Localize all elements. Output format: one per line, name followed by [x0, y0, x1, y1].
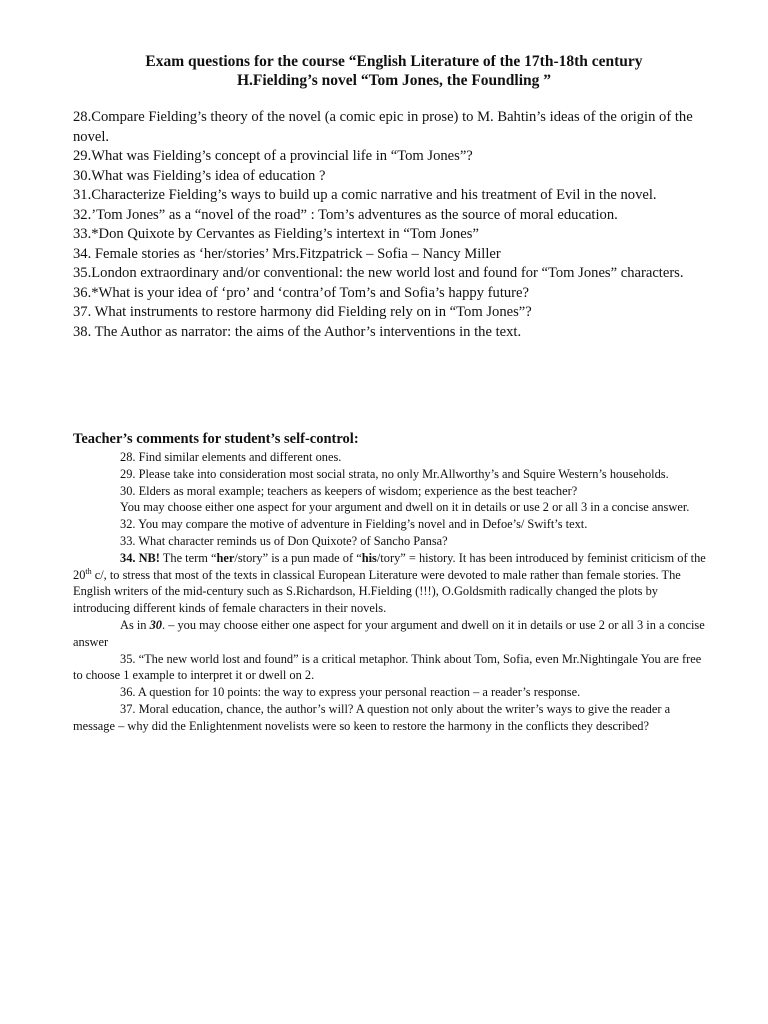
- comments-heading: Teacher’s comments for student’s self-control:: [73, 431, 359, 447]
- document-title: Exam questions for the course “English Literature of the 17th-18th century: [145, 53, 643, 70]
- comments-list: [73, 449, 713, 735]
- comment-34-note-post: . – you may choose either one aspect for your argument and dwell on it in details or use 2 or all 3 in a concise answer: [73, 617, 705, 649]
- question-28: 28.Compare Fielding’s theory of the novel (a comic epic in prose) to M. Bahtin’s ideas of the origin of the novel.: [73, 109, 693, 145]
- comment-28: 28. Find similar elements and different ones.: [120, 450, 342, 464]
- question-30: 30.What was Fielding’s idea of education ?: [73, 167, 326, 184]
- comment-34-text-2: /story” is a pun made of “: [234, 550, 362, 565]
- comment-34: [73, 550, 713, 617]
- comment-34-text-4: c/, to stress that most of the texts in classical European Literature were devoted to male rather than female stories. The English writers of the mid-century such as S.Richardson, H.Fielding (!!!), O.Goldsmith radically changed the plots by introducing different kinds of female characters in their novels.: [73, 567, 681, 616]
- question-33: 33.*Don Quixote by Cervantes as Fielding’s intertext in “Tom Jones”: [73, 226, 479, 242]
- question-38: 38. The Author as narrator: the aims of the Author’s interventions in the text.: [73, 323, 522, 340]
- comment-30-note: You may choose either one aspect for your argument and dwell on it in details or use 2 or all 3 in a concise answer.: [120, 500, 690, 515]
- comment-34-number: 34. NB!: [120, 550, 160, 565]
- question-34: 34. Female stories as ‘her/stories’ Mrs.Fitzpatrick – Sofia – Nancy Miller: [73, 245, 501, 262]
- comment-37: 37. Moral education, chance, the author’s will? A question not only about the writer’s ways to give the reader a message – why did the Enlightenment novelists were so keen to restore the harmony in the conflicts they described?: [73, 701, 671, 733]
- comment-35: 35. “The new world lost and found” is a critical metaphor. Think about Tom, Sofia, even Mr.Nightingale You are free to choose 1 example to interpret it or dwell on 2.: [73, 651, 702, 683]
- comment-34-superscript: th: [85, 566, 92, 576]
- comment-29: 29. Please take into consideration most social strata, no only Mr.Allworthy’s and Squire Western’s households.: [120, 466, 669, 481]
- comment-34-note: [73, 617, 713, 651]
- question-32: 32.’Tom Jones” as a “novel of the road” : Tom’s adventures as the source of moral education.: [73, 206, 618, 223]
- comment-32: 32. You may compare the motive of adventure in Fielding’s novel and in Defoe’s/ Swift’s text.: [120, 517, 588, 532]
- document-subtitle: H.Fielding’s novel “Tom Jones, the Foundling ”: [236, 72, 552, 89]
- question-35: 35.London extraordinary and/or conventional: the new world lost and found for “Tom Jones” characters.: [73, 265, 684, 281]
- comment-36: 36. A question for 10 points: the way to express your personal reaction – a reader’s response.: [120, 685, 581, 700]
- question-31: 31.Characterize Fielding’s ways to build up a comic narrative and his treatment of Evil in the novel.: [73, 187, 657, 203]
- comment-33: 33. What character reminds us of Don Quixote? of Sancho Pansa?: [120, 533, 448, 548]
- comment-34-note-ref: 30: [149, 617, 162, 632]
- comment-34-text-1: The term “: [159, 550, 217, 565]
- comment-34-note-pre: As in: [120, 617, 150, 632]
- comment-34-her: her: [216, 550, 235, 565]
- comment-30: 30. Elders as moral example; teachers as keepers of wisdom; experience as the best teacher?: [120, 483, 578, 498]
- question-37: 37. What instruments to restore harmony did Fielding rely on in “Tom Jones”?: [73, 304, 532, 320]
- question-36: 36.*What is your idea of ‘pro’ and ‘contra’of Tom’s and Sofia’s happy future?: [73, 284, 529, 301]
- comment-34-text-3: /tory” = history. It has been introduced by feminist criticism of the 20: [73, 550, 706, 582]
- question-29: 29.What was Fielding’s concept of a provincial life in “Tom Jones”?: [73, 148, 473, 164]
- comment-34-his: his: [361, 550, 377, 565]
- question-list: [73, 108, 713, 342]
